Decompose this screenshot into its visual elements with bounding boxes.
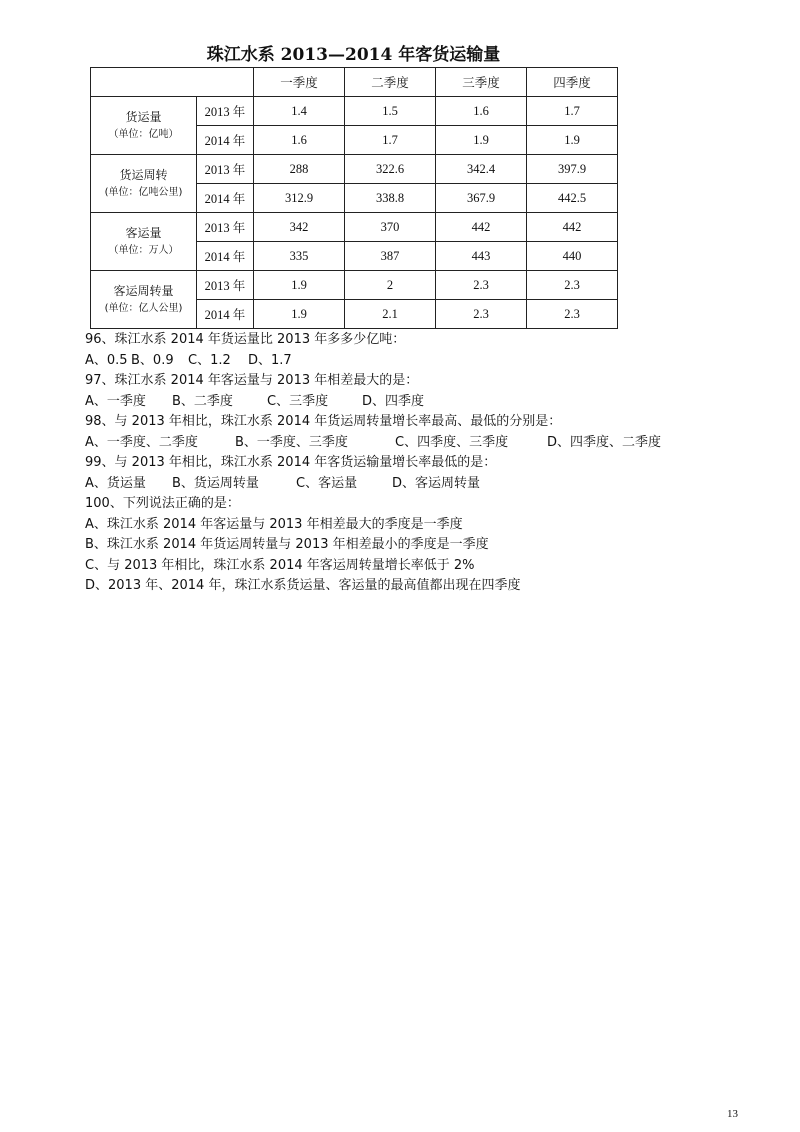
header-quarter: 四季度 [527, 68, 618, 97]
answer-option[interactable]: C、与 2013 年相比，珠江水系 2014 年客运周转量增长率低于 2% [85, 557, 475, 573]
answer-option[interactable]: D、客运周转量 [392, 475, 481, 491]
value-cell: 2.3 [436, 300, 527, 329]
value-cell: 335 [254, 242, 345, 271]
question-stem: 98、与 2013 年相比，珠江水系 2014 年货运周转量增长率最高、最低的分别是： [85, 414, 562, 429]
table-row [91, 155, 618, 184]
question-stem: 99、与 2013 年相比，珠江水系 2014 年客货运输量增长率最低的是： [85, 455, 497, 470]
category-unit: （单位：亿吨） [108, 128, 179, 140]
value-cell: 397.9 [527, 155, 618, 184]
answer-option[interactable]: C、1.2 [188, 352, 231, 368]
year-cell: 2014 年 [197, 242, 254, 271]
option-row [85, 433, 705, 454]
value-cell: 442 [436, 213, 527, 242]
value-cell: 1.5 [345, 97, 436, 126]
table-row [91, 213, 618, 242]
value-cell: 288 [254, 155, 345, 184]
year-cell: 2013 年 [197, 271, 254, 300]
category-cell [91, 155, 197, 213]
answer-option[interactable]: D、四季度 [362, 393, 425, 409]
value-cell: 1.4 [254, 97, 345, 126]
value-cell: 1.9 [254, 300, 345, 329]
year-cell: 2013 年 [197, 97, 254, 126]
category-unit: (单位：亿人公里) [104, 302, 183, 314]
header-quarter: 一季度 [254, 68, 345, 97]
header-empty-cell [91, 68, 254, 97]
value-cell: 312.9 [254, 184, 345, 213]
value-cell: 442.5 [527, 184, 618, 213]
year-cell: 2014 年 [197, 184, 254, 213]
year-cell: 2013 年 [197, 213, 254, 242]
category-cell [91, 213, 197, 271]
answer-option[interactable]: C、四季度、三季度 [395, 434, 509, 450]
question-stem: 100、下列说法正确的是： [85, 496, 240, 511]
answer-option[interactable]: C、三季度 [267, 393, 329, 409]
answer-option[interactable]: A、一季度 [85, 393, 146, 409]
value-cell: 440 [527, 242, 618, 271]
question-list [85, 330, 705, 597]
value-cell: 2.3 [436, 271, 527, 300]
value-cell: 442 [527, 213, 618, 242]
category-name: 货运周转 [119, 167, 168, 182]
value-cell: 1.7 [345, 126, 436, 155]
data-table [90, 67, 618, 329]
category-name: 货运量 [125, 109, 162, 124]
answer-option[interactable]: D、1.7 [248, 352, 292, 368]
category-name: 客运量 [125, 225, 162, 240]
value-cell: 1.9 [527, 126, 618, 155]
answer-option[interactable]: A、一季度、二季度 [85, 434, 198, 450]
value-cell: 2.3 [527, 300, 618, 329]
value-cell: 342.4 [436, 155, 527, 184]
value-cell: 2.1 [345, 300, 436, 329]
question-stem: 96、珠江水系 2014 年货运量比 2013 年多多少亿吨： [85, 332, 406, 347]
value-cell: 1.6 [436, 97, 527, 126]
table-row [91, 271, 618, 300]
value-cell: 1.6 [254, 126, 345, 155]
category-unit: （单位：万人） [108, 244, 179, 256]
table-row [91, 97, 618, 126]
answer-option[interactable]: A、0.5 [85, 352, 128, 368]
answer-option[interactable]: B、货运周转量 [172, 475, 259, 491]
option-row [85, 474, 705, 495]
answer-option[interactable]: B、珠江水系 2014 年货运周转量与 2013 年相差最小的季度是一季度 [85, 537, 489, 552]
year-cell: 2013 年 [197, 155, 254, 184]
answer-option[interactable]: D、四季度、二季度 [547, 434, 662, 450]
answer-option[interactable]: D、2013 年、2014 年，珠江水系货运量、客运量的最高值都出现在四季度 [85, 578, 521, 593]
table-header-row [91, 68, 618, 97]
answer-option[interactable]: B、二季度 [172, 393, 233, 409]
header-quarter: 二季度 [345, 68, 436, 97]
header-quarter: 三季度 [436, 68, 527, 97]
year-cell: 2014 年 [197, 300, 254, 329]
category-cell [91, 97, 197, 155]
value-cell: 338.8 [345, 184, 436, 213]
table-title: 珠江水系 2013—2014 年客货运输量 [206, 45, 501, 65]
answer-option[interactable]: A、货运量 [85, 475, 146, 491]
page-number: 13 [727, 1108, 738, 1120]
value-cell: 322.6 [345, 155, 436, 184]
option-row [85, 351, 705, 372]
value-cell: 387 [345, 242, 436, 271]
value-cell: 2.3 [527, 271, 618, 300]
category-name: 客运周转量 [113, 283, 174, 298]
answer-option[interactable]: B、一季度、三季度 [235, 434, 348, 450]
value-cell: 367.9 [436, 184, 527, 213]
year-cell: 2014 年 [197, 126, 254, 155]
value-cell: 443 [436, 242, 527, 271]
question-stem: 97、珠江水系 2014 年客运量与 2013 年相差最大的是： [85, 373, 419, 388]
option-row [85, 392, 705, 413]
value-cell: 342 [254, 213, 345, 242]
answer-option[interactable]: C、客运量 [296, 475, 358, 491]
value-cell: 1.9 [436, 126, 527, 155]
table-body [91, 97, 618, 329]
value-cell: 370 [345, 213, 436, 242]
answer-option[interactable]: B、0.9 [131, 352, 174, 368]
value-cell: 1.7 [527, 97, 618, 126]
value-cell: 1.9 [254, 271, 345, 300]
category-cell [91, 271, 197, 329]
category-unit: (单位：亿吨公里) [104, 186, 183, 198]
answer-option[interactable]: A、珠江水系 2014 年客运量与 2013 年相差最大的季度是一季度 [85, 516, 463, 532]
value-cell: 2 [345, 271, 436, 300]
